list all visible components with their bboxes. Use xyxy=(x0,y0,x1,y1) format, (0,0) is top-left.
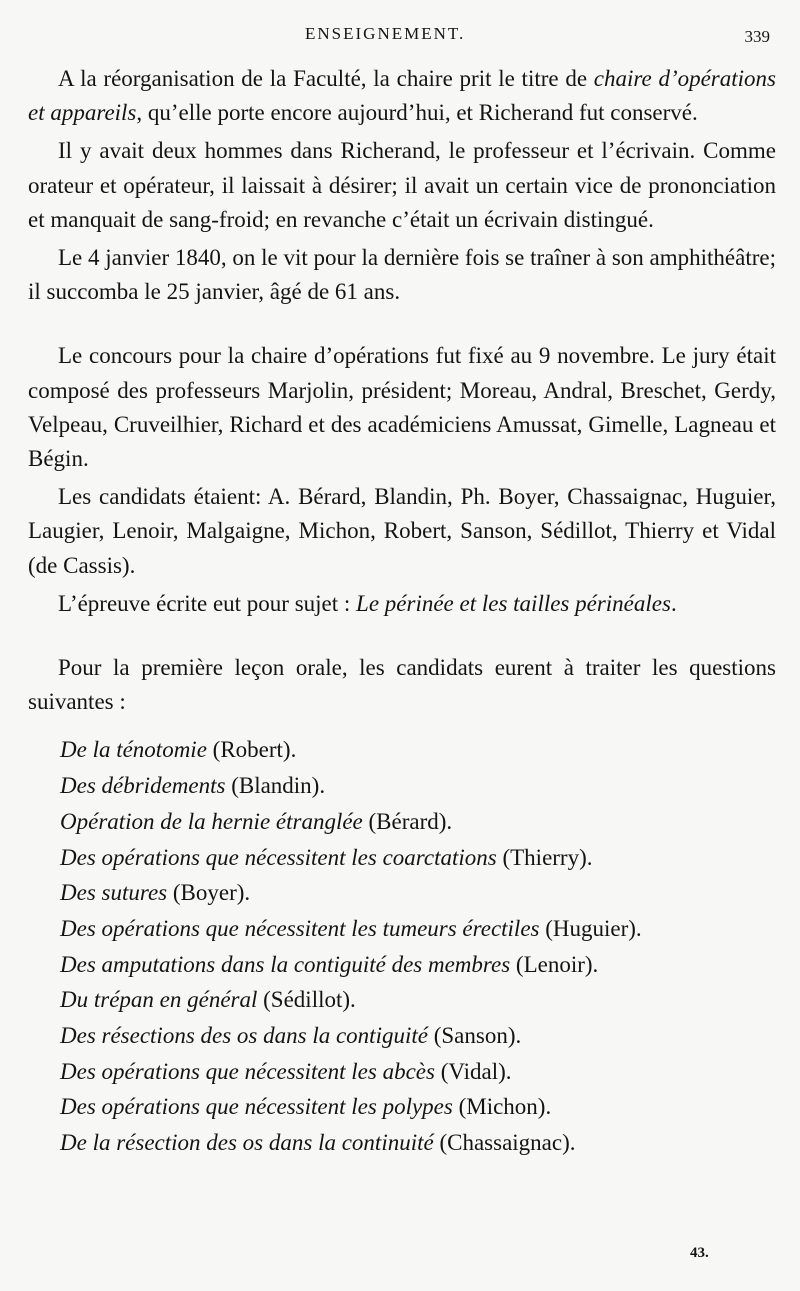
question-candidate: (Thierry). xyxy=(496,844,593,870)
paragraphs xyxy=(28,62,776,719)
text-run: Le concours pour la chaire d’opérations fut fixé au 9 novembre. Le jury était composé des professeurs Marjolin, président; Moreau, Andral, Breschet, Gerdy, Velpeau, Cruveilhier, Richard et des académiciens Amussat, Gimelle, Lagneau et Bégin. xyxy=(28,343,776,472)
body-text xyxy=(28,62,776,1162)
signature-mark: 43. xyxy=(690,1245,709,1261)
question-subject: Du trépan en général xyxy=(60,987,258,1013)
question-subject: Des résections des os dans la contiguité xyxy=(60,1023,428,1049)
question-candidate: (Lenoir). xyxy=(510,951,599,977)
italic-phrase: chaire d’opérations et appareils xyxy=(28,66,776,126)
question-subject: Des amputations dans la contiguité des membres xyxy=(60,951,511,977)
text-run: . xyxy=(670,590,677,616)
text-run: L’épreuve écrite eut pour sujet : xyxy=(58,590,357,616)
question-subject: Des opérations que nécessitent les coarctations xyxy=(60,844,497,870)
question-item xyxy=(28,912,776,946)
question-subject: Des sutures xyxy=(60,880,168,906)
question-subject: Des opérations que nécessitent les tumeurs érectiles xyxy=(60,915,540,941)
question-item xyxy=(28,876,776,910)
question-candidate: (Bérard). xyxy=(362,808,453,834)
text-run: Le 4 janvier 1840, on le vit pour la dernière fois se traîner à son amphithéâtre; il succomba le 25 janvier, âgé de 61 ans. xyxy=(28,245,776,305)
text-run: Il y avait deux hommes dans Richerand, le professeur et l’écrivain. Comme orateur et opérateur, il laissait à désirer; il avait un certain vice de prononciation et manquait de sang-froid; en revanche c’était un écrivain distingué. xyxy=(28,138,776,232)
question-candidate: (Boyer). xyxy=(167,880,251,906)
question-candidate: (Michon). xyxy=(452,1094,552,1120)
paragraph xyxy=(28,480,776,583)
question-item xyxy=(28,769,776,803)
question-candidate: (Huguier). xyxy=(539,915,642,941)
text-run: A la réorganisation de la Faculté, la chaire prit le titre de xyxy=(58,66,594,91)
question-item xyxy=(28,948,776,982)
question-candidate: (Sédillot). xyxy=(257,987,356,1013)
question-item xyxy=(28,983,776,1017)
question-candidate: (Vidal). xyxy=(434,1058,512,1084)
question-item xyxy=(28,1019,776,1053)
text-run: Les candidats étaient: A. Bérard, Blandin, Ph. Boyer, Chassaignac, Huguier, Laugier, Lenoir, Malgaigne, Michon, Robert, Sanson, Sédillot, Thierry et Vidal (de Cassis). xyxy=(28,484,776,578)
question-item xyxy=(28,1090,776,1124)
question-subject: De la ténotomie xyxy=(60,737,207,763)
question-candidate: (Chassaignac). xyxy=(433,1130,576,1156)
running-head xyxy=(0,20,800,50)
question-candidate: (Sanson). xyxy=(427,1023,522,1049)
paragraph xyxy=(28,62,776,130)
question-candidate: (Blandin). xyxy=(225,773,326,799)
paragraph xyxy=(28,134,776,237)
question-item xyxy=(28,805,776,839)
running-title: ENSEIGNEMENT. xyxy=(305,24,466,43)
paragraph xyxy=(28,241,776,309)
question-item xyxy=(28,1055,776,1089)
paragraph xyxy=(28,651,776,719)
question-subject: De la résection des os dans la continuité xyxy=(60,1130,434,1156)
question-subject: Des opérations que nécessitent les polypes xyxy=(60,1094,453,1120)
question-list xyxy=(28,733,776,1160)
text-run: Pour la première leçon orale, les candidats eurent à traiter les questions suivantes : xyxy=(28,655,776,715)
question-item xyxy=(28,1126,776,1160)
question-subject: Des débridements xyxy=(60,773,226,799)
question-subject: Des opérations que nécessitent les abcès xyxy=(60,1058,435,1084)
text-run: , qu’elle porte encore aujourd’hui, et Richerand fut conservé. xyxy=(136,100,698,126)
page-number: 339 xyxy=(744,27,770,46)
question-item xyxy=(28,733,776,767)
italic-phrase: Le périnée et les tailles périnéales xyxy=(356,590,671,616)
paragraph xyxy=(28,587,776,621)
question-candidate: (Robert). xyxy=(206,737,297,763)
question-subject: Opération de la hernie étranglée xyxy=(60,808,363,834)
question-item xyxy=(28,841,776,875)
paragraph xyxy=(28,339,776,476)
